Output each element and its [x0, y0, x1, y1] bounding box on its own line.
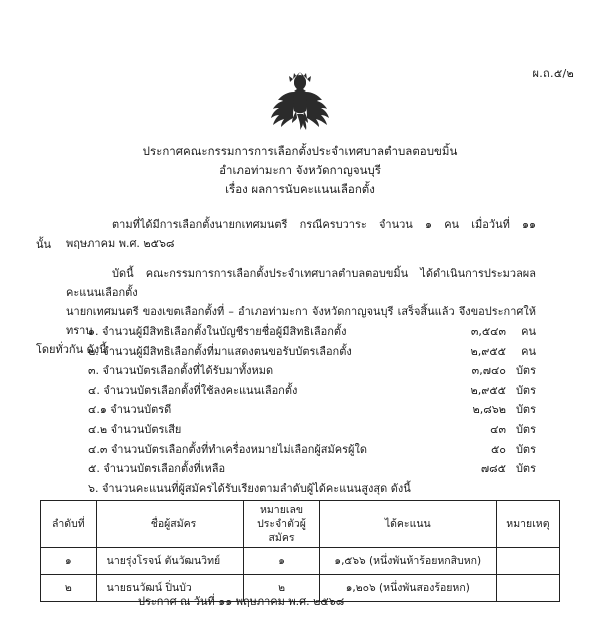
paragraph-2: บัดนี้ คณะกรรมการการเลือกตั้งประจำเทศบาลตำบลตอบขมิ้น ได้ดำเนินการประมวลผลคะแนนเลือกตั้ง: [66, 267, 536, 299]
result-value: ๒,๘๖๒: [472, 403, 506, 417]
header-line-3: เรื่อง ผลการนับคะแนนเลือกตั้ง: [225, 182, 375, 196]
result-value: ๕๐: [490, 442, 506, 456]
col-candidate-number-line1: หมายเลข: [259, 504, 304, 516]
results-table: [40, 500, 560, 602]
result-label: ๕. จำนวนบัตรเลือกตั้งที่เหลือ: [88, 462, 226, 476]
cell-candidate-number: ๑: [244, 548, 319, 575]
result-row: [66, 381, 536, 401]
table-head: [41, 501, 560, 548]
result-unit: บัตร: [515, 462, 536, 476]
announcement-date: ประกาศ ณ วันที่ ๑๑ พฤษภาคม พ.ศ. ๒๕๖๘: [138, 595, 345, 608]
paragraph-1-cont: นั้น: [36, 238, 52, 251]
paragraph-1: ตามที่ได้มีการเลือกตั้งนายกเทศมนตรี กรณีครบวาระ จำนวน ๑ คน เมื่อวันที่ ๑๑ พฤษภาคม พ.ศ. ๒๕๖๘: [66, 218, 536, 250]
result-label: ๔.๑ จำนวนบัตรดี: [88, 403, 172, 417]
result-row: [66, 400, 536, 420]
result-label: ๔.๓ จำนวนบัตรเลือกตั้งที่ทำเครื่องหมายไม่เลือกผู้สมัครผู้ใด: [88, 442, 367, 456]
col-rank: ลำดับที่: [41, 501, 97, 548]
col-note: หมายเหตุ: [496, 501, 559, 548]
cell-note: [496, 575, 559, 602]
result-row: [66, 342, 536, 362]
paragraph-2-line3: โดยทั่วกัน ดังนี้: [36, 343, 107, 356]
table-header-row: [41, 501, 560, 548]
result-unit: คน: [521, 325, 536, 338]
col-candidate-number-line2: ประจำตัวผู้สมัคร: [257, 518, 306, 544]
col-candidate-number: [244, 501, 319, 548]
result-label: ๔.๒ จำนวนบัตรเสีย: [88, 422, 182, 436]
col-score: ได้คะแนน: [319, 501, 496, 548]
result-row: [66, 479, 536, 499]
result-unit: บัตร: [515, 383, 536, 397]
cell-rank: ๒: [41, 575, 97, 602]
result-label: ๔. จำนวนบัตรเลือกตั้งที่ใช้ลงคะแนนเลือกตั้ง: [88, 383, 298, 397]
cell-score: ๑,๒๐๖ (หนึ่งพันสองร้อยหก): [319, 575, 496, 602]
form-code: ผ.ถ.๕/๒: [532, 67, 574, 80]
result-label: ๓. จำนวนบัตรเลือกตั้งที่ได้รับมาทั้งหมด: [88, 364, 274, 378]
result-value: ๓,๕๔๓: [470, 325, 506, 338]
result-unit: บัตร: [515, 403, 536, 417]
result-label: ๒. จำนวนผู้มีสิทธิเลือกตั้งที่มาแสดงตนขอรับบัตรเลือกตั้ง: [88, 344, 352, 358]
garuda-emblem: [263, 70, 337, 132]
cell-score: ๑,๕๖๖ (หนึ่งพันห้าร้อยหกสิบหก): [319, 548, 496, 575]
cell-candidate-name: นายธนวัฒน์ ปิ่นบัว: [96, 575, 244, 602]
results-table-wrapper: [40, 500, 560, 602]
result-value: ๔๓: [490, 422, 506, 436]
cell-note: [496, 548, 559, 575]
document-header: [0, 142, 600, 199]
result-label: ๖. จำนวนคะแนนที่ผู้สมัครได้รับเรียงตามลำดับผู้ได้คะแนนสูงสุด ดังนี้: [88, 481, 411, 495]
paragraph-2-line2: นายกเทศมนตรี ของเขตเลือกตั้งที่ – อำเภอท่ามะกา จังหวัดกาญจนบุรี เสร็จสิ้นแล้ว จึงขอประกาศให้ทราบ: [66, 305, 536, 337]
result-row: [66, 459, 536, 479]
result-unit: บัตร: [515, 442, 536, 456]
result-row: [66, 440, 536, 460]
result-row: [66, 361, 536, 381]
table-row: [41, 548, 560, 575]
cell-rank: ๑: [41, 548, 97, 575]
result-value: ๗๘๕: [480, 462, 506, 476]
result-unit: คน: [521, 344, 536, 358]
result-unit: บัตร: [515, 422, 536, 436]
cell-candidate-name: นายรุ่งโรจน์ ตันวัฒนวิทย์: [96, 548, 244, 575]
header-line-2: อำเภอท่ามะกา จังหวัดกาญจนบุรี: [219, 163, 381, 177]
col-candidate-name: ชื่อผู้สมัคร: [96, 501, 244, 548]
results-list: [66, 322, 536, 498]
result-unit: บัตร: [515, 364, 536, 378]
result-value: ๒,๙๕๕: [470, 344, 506, 358]
result-label: ๑. จำนวนผู้มีสิทธิเลือกตั้งในบัญชีรายชื่อผู้มีสิทธิเลือกตั้ง: [88, 325, 347, 338]
result-row: [66, 322, 536, 342]
result-row: [66, 420, 536, 440]
header-line-1: ประกาศคณะกรรมการการเลือกตั้งประจำเทศบาลตำบลตอบขมิ้น: [142, 144, 458, 158]
result-value: ๒,๙๕๕: [470, 383, 506, 397]
result-value: ๓,๗๔๐: [471, 364, 506, 378]
cell-candidate-number: ๒: [244, 575, 319, 602]
